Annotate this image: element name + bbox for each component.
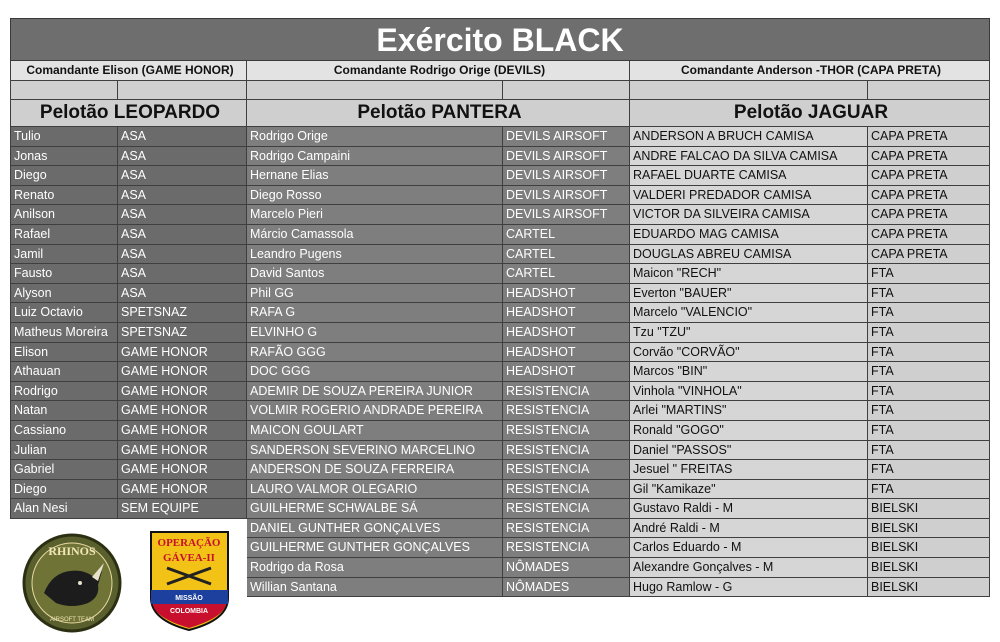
jaguar-member-team: FTA (868, 401, 990, 421)
pantera-member-name: GUILHERME GUNTHER GONÇALVES (247, 538, 503, 558)
leopardo-member-team: SPETSNAZ (118, 323, 247, 343)
pantera-member-team: CARTEL (503, 264, 630, 284)
jaguar-member-team: BIELSKI (868, 499, 990, 519)
jaguar-member-name: Ronald "GOGO" (630, 421, 868, 441)
jaguar-member-team: FTA (868, 323, 990, 343)
jaguar-member-team: FTA (868, 362, 990, 382)
jaguar-member-team: FTA (868, 382, 990, 402)
leopardo-member-name: Athauan (10, 362, 118, 382)
pantera-member-name: MAICON GOULART (247, 421, 503, 441)
leopardo-member-team: ASA (118, 205, 247, 225)
jaguar-member-team: BIELSKI (868, 578, 990, 598)
leopardo-member-team: GAME HONOR (118, 401, 247, 421)
jaguar-member-team: BIELSKI (868, 558, 990, 578)
pantera-member-team: RESISTENCIA (503, 401, 630, 421)
pantera-member-name: LAURO VALMOR OLEGARIO (247, 480, 503, 500)
pantera-member-name: Hernane Elias (247, 166, 503, 186)
leopardo-member-team: ASA (118, 225, 247, 245)
jaguar-member-name: VICTOR DA SILVEIRA CAMISA (630, 205, 868, 225)
jaguar-member-team: CAPA PRETA (868, 205, 990, 225)
pantera-member-team: HEADSHOT (503, 303, 630, 323)
table-row (10, 186, 990, 206)
table-row (10, 460, 990, 480)
pantera-member-name: SANDERSON SEVERINO MARCELINO (247, 441, 503, 461)
pantera-member-team: HEADSHOT (503, 362, 630, 382)
jaguar-member-name: André Raldi - M (630, 519, 868, 539)
pantera-member-name: VOLMIR ROGERIO ANDRADE PEREIRA (247, 401, 503, 421)
leopardo-member-name: Rafael (10, 225, 118, 245)
leopardo-member-team: ASA (118, 127, 247, 147)
table-row (10, 225, 990, 245)
pantera-member-name: Márcio Camassola (247, 225, 503, 245)
pantera-member-team: RESISTENCIA (503, 382, 630, 402)
jaguar-member-name: Marcelo "VALENCIO" (630, 303, 868, 323)
rhinos-logo-subtext: AIRSOFT TEAM (49, 617, 95, 623)
jaguar-member-name: Alexandre Gonçalves - M (630, 558, 868, 578)
commander-leopardo: Comandante Elison (GAME HONOR) (10, 61, 247, 81)
platoons-row (10, 100, 990, 127)
leopardo-member-name: Anilson (10, 205, 118, 225)
leopardo-member-name: Diego (10, 166, 118, 186)
leopardo-member-name: Fausto (10, 264, 118, 284)
table-row (10, 382, 990, 402)
spacer-cell (118, 81, 247, 100)
jaguar-member-team: FTA (868, 421, 990, 441)
table-row (10, 205, 990, 225)
table-row (10, 303, 990, 323)
jaguar-member-name: Daniel "PASSOS" (630, 441, 868, 461)
logos-area (22, 528, 237, 628)
pantera-member-name: GUILHERME SCHWALBE SÁ (247, 499, 503, 519)
leopardo-member-name: Julian (10, 441, 118, 461)
jaguar-member-name: EDUARDO MAG CAMISA (630, 225, 868, 245)
jaguar-member-name: Maicon "RECH" (630, 264, 868, 284)
jaguar-member-team: CAPA PRETA (868, 147, 990, 167)
commander-pantera: Comandante Rodrigo Orige (DEVILS) (247, 61, 630, 81)
jaguar-member-name: Corvão "CORVÃO" (630, 343, 868, 363)
pantera-member-name: Leandro Pugens (247, 245, 503, 265)
pantera-member-name: RAFÃO GGG (247, 343, 503, 363)
leopardo-member-name: Luiz Octavio (10, 303, 118, 323)
pantera-member-name: Phil GG (247, 284, 503, 304)
pantera-member-name: ANDERSON DE SOUZA FERREIRA (247, 460, 503, 480)
jaguar-member-name: Everton "BAUER" (630, 284, 868, 304)
jaguar-member-name: Gil "Kamikaze" (630, 480, 868, 500)
jaguar-member-name: ANDRE FALCAO DA SILVA CAMISA (630, 147, 868, 167)
pantera-member-team: CARTEL (503, 245, 630, 265)
table-row (10, 343, 990, 363)
leopardo-member-team: SEM EQUIPE (118, 499, 247, 519)
pantera-member-name: Marcelo Pieri (247, 205, 503, 225)
rhinos-logo-text: RHINOS (48, 544, 96, 558)
leopardo-member-team: GAME HONOR (118, 382, 247, 402)
table-row (10, 362, 990, 382)
leopardo-member-team: ASA (118, 147, 247, 167)
spacer-cell (10, 81, 118, 100)
jaguar-member-name: Carlos Eduardo - M (630, 538, 868, 558)
spacer-cell (868, 81, 990, 100)
pantera-member-team: RESISTENCIA (503, 421, 630, 441)
pantera-member-team: RESISTENCIA (503, 480, 630, 500)
pantera-member-team: HEADSHOT (503, 284, 630, 304)
leopardo-member-team: GAME HONOR (118, 421, 247, 441)
jaguar-member-team: BIELSKI (868, 538, 990, 558)
table-row (10, 323, 990, 343)
pantera-member-team: RESISTENCIA (503, 499, 630, 519)
pantera-member-team: DEVILS AIRSOFT (503, 147, 630, 167)
leopardo-member-name: Matheus Moreira (10, 323, 118, 343)
jaguar-member-team: CAPA PRETA (868, 166, 990, 186)
platoon-pantera: Pelotão PANTERA (247, 100, 630, 127)
jaguar-member-team: FTA (868, 460, 990, 480)
leopardo-member-name: Jamil (10, 245, 118, 265)
jaguar-member-team: FTA (868, 264, 990, 284)
leopardo-member-name: Diego (10, 480, 118, 500)
leopardo-member-team: GAME HONOR (118, 362, 247, 382)
pantera-member-team: NÔMADES (503, 578, 630, 598)
roster-sheet (10, 18, 990, 597)
pantera-member-name: Diego Rosso (247, 186, 503, 206)
leopardo-member-team: GAME HONOR (118, 441, 247, 461)
pantera-member-name: David Santos (247, 264, 503, 284)
leopardo-member-team: ASA (118, 284, 247, 304)
jaguar-member-name: Tzu "TZU" (630, 323, 868, 343)
table-row (10, 421, 990, 441)
leopardo-member-team: ASA (118, 245, 247, 265)
op-logo-text-4: COLOMBIA (169, 608, 209, 615)
jaguar-member-team: FTA (868, 343, 990, 363)
rhinos-logo (22, 533, 122, 633)
leopardo-member-team: GAME HONOR (118, 460, 247, 480)
pantera-member-team: RESISTENCIA (503, 538, 630, 558)
leopardo-member-name: Tulio (10, 127, 118, 147)
pantera-member-name: Rodrigo Orige (247, 127, 503, 147)
jaguar-member-team: CAPA PRETA (868, 127, 990, 147)
table-row (10, 499, 990, 519)
commanders-row (10, 61, 990, 81)
pantera-member-name: DOC GGG (247, 362, 503, 382)
jaguar-member-team: FTA (868, 284, 990, 304)
table-row (10, 127, 990, 147)
pantera-member-name: Willian Santana (247, 578, 503, 598)
jaguar-member-team: CAPA PRETA (868, 245, 990, 265)
leopardo-member-name: Alan Nesi (10, 499, 118, 519)
pantera-member-name: ELVINHO G (247, 323, 503, 343)
table-row (10, 480, 990, 500)
op-logo-text-2: GÁVEA-II (163, 552, 215, 564)
leopardo-member-name: Jonas (10, 147, 118, 167)
pantera-member-team: RESISTENCIA (503, 519, 630, 539)
jaguar-member-team: FTA (868, 480, 990, 500)
jaguar-member-name: Arlei "MARTINS" (630, 401, 868, 421)
page-title: Exército BLACK (10, 18, 990, 61)
pantera-member-name: DANIEL GUNTHER GONÇALVES (247, 519, 503, 539)
jaguar-member-name: Hugo Ramlow - G (630, 578, 868, 598)
pantera-member-team: RESISTENCIA (503, 460, 630, 480)
pantera-member-team: HEADSHOT (503, 343, 630, 363)
pantera-member-team: NÔMADES (503, 558, 630, 578)
leopardo-member-name: Alyson (10, 284, 118, 304)
platoon-leopardo: Pelotão LEOPARDO (10, 100, 247, 127)
leopardo-member-team: ASA (118, 264, 247, 284)
jaguar-member-team: BIELSKI (868, 519, 990, 539)
leopardo-member-name: Renato (10, 186, 118, 206)
jaguar-member-name: VALDERI PREDADOR CAMISA (630, 186, 868, 206)
jaguar-member-name: ANDERSON A BRUCH CAMISA (630, 127, 868, 147)
pantera-member-team: DEVILS AIRSOFT (503, 166, 630, 186)
leopardo-member-name: Natan (10, 401, 118, 421)
platoon-jaguar: Pelotão JAGUAR (630, 100, 990, 127)
table-row (10, 166, 990, 186)
jaguar-member-team: CAPA PRETA (868, 186, 990, 206)
leopardo-member-name: Rodrigo (10, 382, 118, 402)
jaguar-member-name: RAFAEL DUARTE CAMISA (630, 166, 868, 186)
spacer-cell (503, 81, 630, 100)
leopardo-member-name: Elison (10, 343, 118, 363)
table-row (10, 401, 990, 421)
jaguar-member-team: FTA (868, 441, 990, 461)
pantera-member-team: RESISTENCIA (503, 441, 630, 461)
leopardo-member-team: ASA (118, 186, 247, 206)
pantera-member-name: Rodrigo Campaini (247, 147, 503, 167)
pantera-member-team: DEVILS AIRSOFT (503, 186, 630, 206)
op-logo-text-3: MISSÃO (175, 595, 203, 602)
pantera-member-team: DEVILS AIRSOFT (503, 205, 630, 225)
commander-jaguar: Comandante Anderson -THOR (CAPA PRETA) (630, 61, 990, 81)
spacer-cell (247, 81, 503, 100)
pantera-member-name: ADEMIR DE SOUZA PEREIRA JUNIOR (247, 382, 503, 402)
spacer-row (10, 81, 990, 100)
jaguar-member-name: Marcos "BIN" (630, 362, 868, 382)
jaguar-member-name: Gustavo Raldi - M (630, 499, 868, 519)
spacer-cell (630, 81, 868, 100)
roster-body (10, 127, 990, 597)
jaguar-member-name: Jesuel " FREITAS (630, 460, 868, 480)
table-row (10, 441, 990, 461)
jaguar-member-team: FTA (868, 303, 990, 323)
jaguar-member-name: DOUGLAS ABREU CAMISA (630, 245, 868, 265)
pantera-member-team: DEVILS AIRSOFT (503, 127, 630, 147)
jaguar-member-team: CAPA PRETA (868, 225, 990, 245)
table-row (10, 284, 990, 304)
jaguar-member-name: Vinhola "VINHOLA" (630, 382, 868, 402)
pantera-member-name: RAFA G (247, 303, 503, 323)
leopardo-member-team: GAME HONOR (118, 343, 247, 363)
leopardo-member-team: GAME HONOR (118, 480, 247, 500)
leopardo-member-name: Gabriel (10, 460, 118, 480)
pantera-member-name: Rodrigo da Rosa (247, 558, 503, 578)
leopardo-member-team: SPETSNAZ (118, 303, 247, 323)
leopardo-member-team: ASA (118, 166, 247, 186)
operacao-gavea-logo (147, 528, 232, 633)
pantera-member-team: CARTEL (503, 225, 630, 245)
table-row (10, 264, 990, 284)
table-row (10, 245, 990, 265)
table-row (10, 147, 990, 167)
leopardo-member-name: Cassiano (10, 421, 118, 441)
pantera-member-team: HEADSHOT (503, 323, 630, 343)
op-logo-text-1: OPERAÇÃO (157, 537, 221, 549)
